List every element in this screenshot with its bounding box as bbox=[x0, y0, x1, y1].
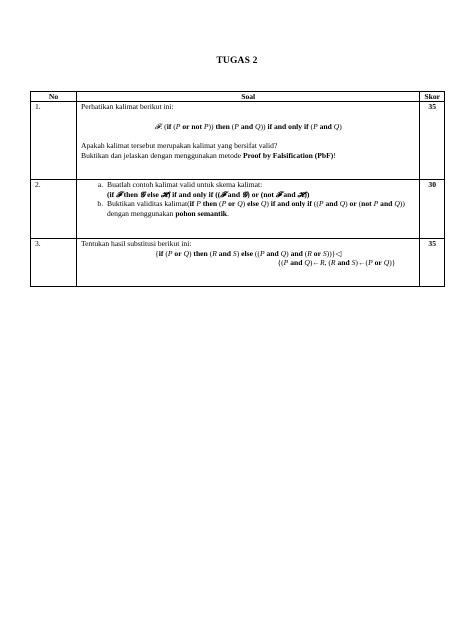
question-intro: Tentukan hasil substitusi berikut ini: bbox=[81, 239, 192, 249]
sub-question-list bbox=[81, 180, 415, 218]
row-number: 1. bbox=[31, 102, 77, 180]
table-row bbox=[31, 102, 445, 180]
header-skor: Skor bbox=[420, 92, 445, 102]
document-title: TUGAS 2 bbox=[216, 56, 258, 66]
question-cell bbox=[77, 239, 420, 287]
sub-question-b-text: Buktikan validitas kalimat(if P then (P or Q) else Q) if and only if ((P and Q) or (not P and Q)) dengan menggunakan pohon semantik. bbox=[107, 199, 405, 218]
instruction-text: Buktikan dan jelaskan dengan menggunakan metode Proof by Falsification (PbF)! bbox=[81, 150, 336, 160]
task-table bbox=[30, 91, 445, 287]
question-cell bbox=[77, 102, 420, 180]
question-intro: Perhatikan kalimat berikut ini: bbox=[81, 102, 174, 112]
sub-question-a-text: Buatlah contoh kalimat valid untuk skema kalimat: bbox=[107, 180, 263, 190]
row-number: 2. bbox=[31, 180, 77, 239]
formula: 𝓕: (if (P or not P)) then (P and Q)) if and only if (P and Q) bbox=[154, 121, 342, 131]
row-number: 3. bbox=[31, 239, 77, 287]
header-soal: Soal bbox=[77, 92, 420, 102]
question-text: Apakah kalimat tersebut merupakan kalimat yang bersifat valid? bbox=[81, 141, 278, 151]
substitution-expression-line-2: {(P and Q)←R, (R and S)←(P or Q)} bbox=[277, 258, 396, 268]
substitution-expression-line-1: {if (P or Q) then (R and S) else ((P and Q) and (R or S))}◁ bbox=[155, 248, 342, 258]
score-cell: 35 bbox=[420, 239, 445, 287]
table-row bbox=[31, 239, 445, 287]
score-cell: 30 bbox=[420, 180, 445, 239]
schema-formula: (if 𝓕 then 𝓖 else 𝓗) if and only if ((𝓕 and 𝓖) or (not 𝓕 and 𝓗)) bbox=[107, 189, 310, 199]
table-header-row bbox=[31, 92, 445, 102]
table-row bbox=[31, 180, 445, 239]
question-cell bbox=[77, 180, 420, 239]
sub-question-b bbox=[105, 199, 415, 218]
header-no: No bbox=[31, 92, 77, 102]
sub-question-a bbox=[105, 180, 415, 199]
score-cell: 35 bbox=[420, 102, 445, 180]
